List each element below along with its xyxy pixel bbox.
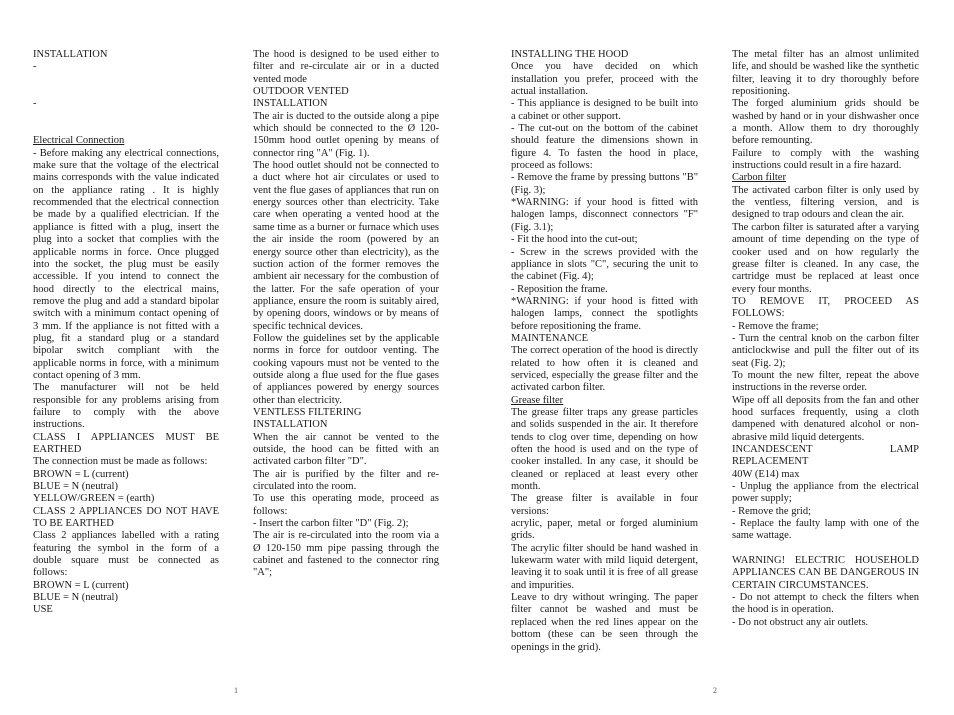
- paragraph: - The cut-out on the bottom of the cabinet should feature the dimensions shown in figure 4. To fasten the hood in place, proceed as follows:: [511, 123, 698, 172]
- paragraph: Follow the guidelines set by the applicable norms in force for outdoor venting. The cooking vapours must not be vented to the outside along a flue used for the flue gases of appliances powered by energy sources other than electricity.: [253, 332, 439, 406]
- paragraph: CLASS I APPLIANCES MUST BE EARTHED: [33, 431, 219, 455]
- paragraph: [33, 74, 219, 86]
- paragraph: INSTALLATION: [253, 98, 328, 110]
- paragraph: The correct operation of the hood is directly related to how often it is cleaned and serviced, especially the grease filter and the activated carbon filter.: [511, 345, 698, 394]
- paragraph: Leave to dry without wringing. The paper filter cannot be washed and must be replaced when the red lines appear on the bottom (these can be seen through the openings in the grid).: [511, 592, 698, 653]
- page-number-1: 1: [234, 686, 238, 695]
- paragraph: - Fit the hood into the cut-out;: [511, 234, 638, 246]
- paragraph: INSTALLING THE HOOD: [511, 49, 629, 60]
- paragraph: The forged aluminium grids should be washed by hand or in your dishwasher once a month. Allow them to dry thoroughly before remounting.: [732, 98, 919, 147]
- paragraph: USE: [33, 604, 53, 616]
- paragraph: OUTDOOR VENTED: [253, 86, 349, 98]
- paragraph: BLUE = N (neutral): [33, 592, 118, 604]
- paragraph: - Unplug the appliance from the electrical power supply;: [732, 481, 919, 505]
- paragraph: The activated carbon filter is only used by the ventless, filtering version, and is designed to trap odours and clean the air.: [732, 184, 919, 221]
- paragraph: To mount the new filter, repeat the above instructions in the reverse order.: [732, 369, 919, 394]
- page-number-2: 2: [713, 686, 717, 695]
- paragraph: The grease filter traps any grease particles and solids suspended in the air. It therefore tends to clog over time, depending on how often the hood is used and on the type of cooker installed. In any case, it should be cleaned or replaced at least every other month.: [511, 406, 698, 493]
- paragraph: *WARNING: if your hood is fitted with halogen lamps, disconnect connectors "F" (Fig. 3.1);: [511, 197, 698, 233]
- paragraph: The manufacturer will not be held responsible for any problems arising from failure to comply with the above instructions.: [33, 382, 219, 431]
- paragraph: The air is ducted to the outside along a pipe which should be connected to the Ø 120-150mm hood outlet opening by means of connector ring "A" (Fig. 1).: [253, 110, 439, 159]
- paragraph: BLUE = N (neutral): [33, 481, 118, 493]
- paragraph: Wipe off all deposits from the fan and other hood surfaces frequently, using a cloth dampened with denatured alcohol or non-abrasive mild liquid detergents.: [732, 394, 919, 443]
- section-heading: Grease filter: [511, 394, 564, 406]
- paragraph: - Remove the frame;: [732, 320, 819, 332]
- paragraph: WARNING! ELECTRIC HOUSEHOLD APPLIANCES CAN BE DANGEROUS IN CERTAIN CIRCUMSTANCES.: [732, 555, 919, 591]
- paragraph: Once you have decided on which installation you prefer, proceed with the actual installation.: [511, 61, 698, 98]
- paragraph: acrylic, paper, metal or forged aluminium grids.: [511, 518, 698, 542]
- paragraph: The air is purified by the filter and re-circulated into the room.: [253, 468, 439, 493]
- paragraph: - Remove the frame by pressing buttons "B" (Fig. 3);: [511, 172, 698, 196]
- paragraph: When the air cannot be vented to the outside, the hood can be fitted with an activated carbon filter "D".: [253, 431, 439, 468]
- paragraph: -: [33, 61, 37, 73]
- paragraph: The metal filter has an almost unlimited life, and should be washed like the synthetic filter, leaving it to dry thoroughly before repositioning.: [732, 49, 919, 98]
- paragraph: - Screw in the screws provided with the appliance in slots "C", securing the unit to the cabinet (Fig. 4);: [511, 246, 698, 283]
- paragraph: -: [33, 98, 37, 110]
- page2-column1: [511, 49, 698, 654]
- paragraph: [33, 123, 219, 135]
- paragraph: 40W (E14) max: [732, 468, 800, 480]
- section-heading: Electrical Connection: [33, 135, 125, 147]
- section-heading: Carbon filter: [732, 172, 786, 184]
- paragraph: Class 2 appliances labelled with a rating featuring the symbol in the form of a double square must be connected as follows:: [33, 530, 219, 579]
- paragraph: INSTALLATION: [33, 49, 108, 60]
- paragraph: VENTLESS FILTERING: [253, 406, 362, 418]
- paragraph: To use this operating mode, proceed as follows:: [253, 493, 439, 517]
- paragraph: Failure to comply with the washing instructions could result in a fire hazard.: [732, 147, 919, 172]
- paragraph: - Do not obstruct any air outlets.: [732, 616, 869, 628]
- paragraph: INCANDESCENT LAMP REPLACEMENT: [732, 444, 919, 468]
- paragraph: - This appliance is designed to be built into a cabinet or other support.: [511, 98, 698, 122]
- paragraph: - Insert the carbon filter "D" (Fig. 2);: [253, 518, 409, 530]
- paragraph: - Replace the faulty lamp with one of the same wattage.: [732, 518, 919, 542]
- paragraph: - Turn the central knob on the carbon filter anticlockwise and pull the filter out of its seat (Fig. 2);: [732, 332, 919, 369]
- paragraph: - Reposition the frame.: [511, 283, 608, 295]
- paragraph: The connection must be made as follows:: [33, 456, 208, 468]
- paragraph: INSTALLATION: [253, 419, 328, 431]
- paragraph: TO REMOVE IT, PROCEED AS FOLLOWS:: [732, 295, 919, 320]
- paragraph: MAINTENANCE: [511, 332, 588, 344]
- paragraph: *WARNING: if your hood is fitted with halogen lamps, connect the spotlights before repositioning the frame.: [511, 295, 698, 332]
- paragraph: The grease filter is available in four versions:: [511, 493, 698, 517]
- paragraph: [33, 86, 219, 98]
- paragraph: YELLOW/GREEN = (earth): [33, 493, 155, 505]
- paragraph: BROWN = L (current): [33, 579, 129, 591]
- paragraph: - Do not attempt to check the filters when the hood is in operation.: [732, 592, 919, 616]
- paragraph: BROWN = L (current): [33, 468, 129, 480]
- paragraph: [33, 111, 219, 123]
- paragraph: [732, 543, 919, 555]
- paragraph: The carbon filter is saturated after a varying amount of time depending on the type of cooker used and on how regularly the grease filter is cleaned. In any case, the cartridge must be replaced at least once every four months.: [732, 221, 919, 295]
- paragraph: - Before making any electrical connections, make sure that the voltage of the electrical mains corresponds with the value indicated on the appliance rating . It is highly recommended that the electrical connection be made by a qualified electrician. If the appliance is fitted with a plug, insert the plug into a socket that complies with the applicable norms in force. Once plugged into the socket, the plug must be easily accessible. If you intend to connect the hood directly to the electrical mains, remove the plug and add a standard bipolar switch with a minimum contact opening of 3 mm. If the appliance is not fitted with a plug, fit a standard plug or a standard bipolar switch compliant with the applicable norms in force, with a minimum contact opening of 3 mm.: [33, 147, 219, 381]
- paragraph: - Remove the grid;: [732, 505, 812, 517]
- paragraph: The acrylic filter should be hand washed in lukewarm water with mild liquid detergent, leaving it to soak until it is free of all grease and impurities.: [511, 542, 698, 591]
- page2-column2: [732, 49, 919, 629]
- page1-column1: [33, 49, 219, 617]
- paragraph: The hood is designed to be used either to filter and re-circulate air or in a ducted vented mode: [253, 49, 439, 85]
- paragraph: The hood outlet should not be connected to a duct where hot air circulates or used to vent the flue gases of appliances that run on energy sources other than electricity. Take care when operating a vented hood at the same time as a burner or furnace which uses the air inside the room (powered by an energy source other than electricity), as the suction action of the former removes the ambient air necessary for the combustion of the latter. For the safe operation of your appliance, ensure the room is suitably aired, by opening doors, windows or by means of specific technical devices.: [253, 160, 440, 332]
- paragraph: The air is re-circulated into the room via a Ø 120-150 mm pipe passing through the cabinet and fastened to the connector ring "A";: [253, 530, 439, 579]
- page1-column2: [253, 49, 439, 580]
- paragraph: CLASS 2 APPLIANCES DO NOT HAVE TO BE EARTHED: [33, 505, 219, 530]
